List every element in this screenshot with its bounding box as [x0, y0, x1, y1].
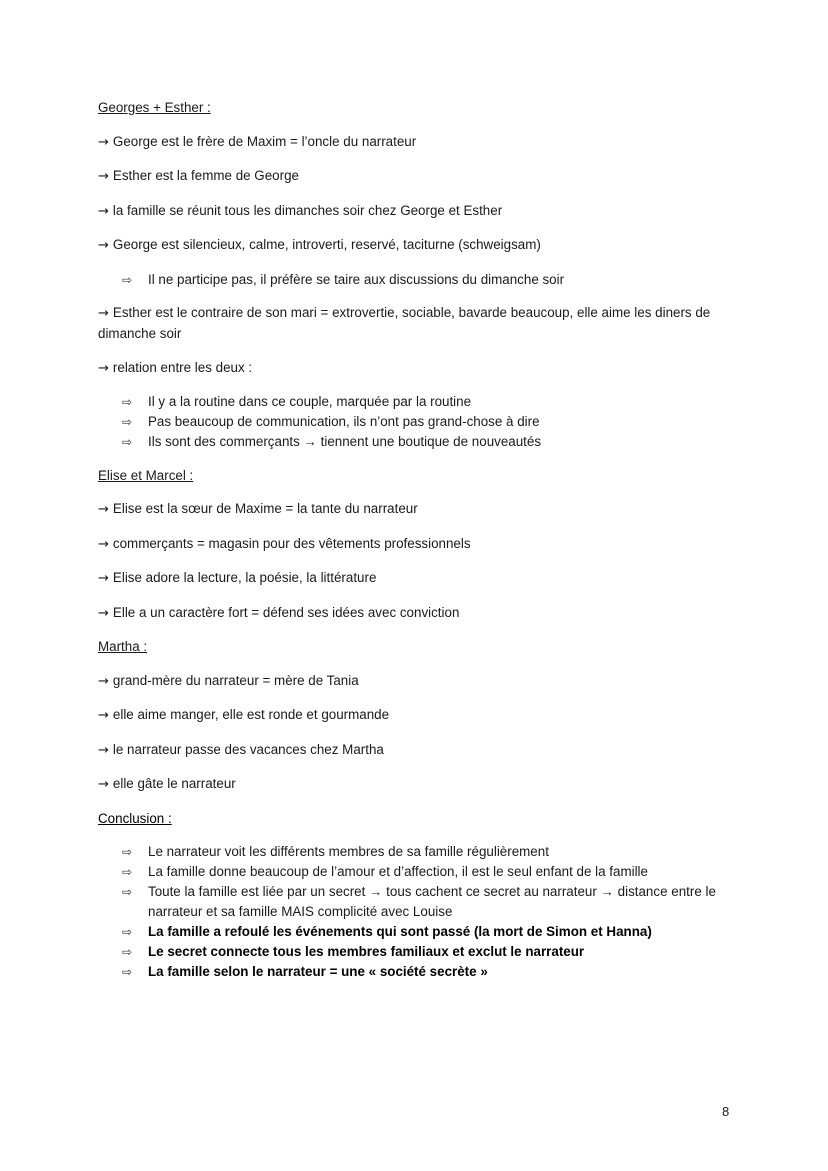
arrow-icon: →: [98, 203, 109, 219]
list-item: → Esther est le contraire de son mari = extrovertie, sociable, bavarde beaucoup, elle aime les diners de dimanche soir: [98, 305, 711, 341]
arrow-icon: →: [98, 306, 109, 321]
list-item: → Elise adore la lecture, la poésie, la littérature: [98, 570, 377, 586]
section-heading-martha: Martha :: [98, 639, 148, 654]
arrow-icon: →: [98, 605, 109, 621]
sub-list-item: ⇨ Toute la famille est liée par un secret → tous cachent ce secret au narrateur → distance entre le narrateur et sa famille MAIS complicité avec Louise: [122, 884, 716, 919]
list-item: → George est le frère de Maxim = l’oncle du narrateur: [98, 133, 417, 150]
list-item: → commerçants = magasin pour des vêtements professionnels: [98, 535, 471, 552]
sub-list-item: ⇨ Ils sont des commerçants → tiennent une boutique de nouveautés: [122, 432, 738, 452]
arrow-icon: →: [98, 238, 109, 253]
section-heading-elise-marcel: Elise et Marcel :: [98, 467, 194, 483]
list-item: → George est silencieux, calme, introverti, reservé, taciturne (schweigsam): [98, 237, 541, 253]
list-item: → Elise est la sœur de Maxime = la tante du narrateur: [98, 501, 418, 517]
arrow-icon: →: [98, 571, 109, 586]
hollow-arrow-bullet-icon: ⇨: [122, 415, 133, 429]
arrow-icon: →: [98, 742, 109, 758]
arrow-icon: →: [98, 169, 109, 184]
arrow-icon: →: [98, 777, 109, 792]
section-heading-georges-esther: Georges + Esther :: [98, 100, 211, 115]
document-body: [98, 98, 738, 996]
sub-list: [122, 270, 738, 290]
arrow-icon: →: [98, 536, 109, 552]
arrow-icon: →: [98, 708, 109, 723]
list-item: → la famille se réunit tous les dimanches soir chez George et Esther: [98, 202, 503, 219]
list-item: → grand-mère du narrateur = mère de Tania: [98, 672, 359, 689]
page-number: 8: [722, 1104, 730, 1119]
section-heading-conclusion: Conclusion :: [98, 810, 172, 826]
sub-list: [122, 392, 738, 452]
sub-list-item: ⇨ Le narrateur voit les différents membres de sa famille régulièrement: [122, 842, 738, 862]
list-item: → Elle a un caractère fort = défend ses idées avec conviction: [98, 604, 460, 621]
sub-list-item-emphasis: ⇨ La famille a refoulé les événements qui sont passé (la mort de Simon et Hanna): [122, 922, 738, 942]
list-item: → le narrateur passe des vacances chez Martha: [98, 741, 384, 758]
sub-list-item: ⇨ Pas beaucoup de communication, ils n’ont pas grand-chose à dire: [122, 412, 738, 432]
hollow-arrow-bullet-icon: ⇨: [122, 925, 133, 939]
conclusion-list: [122, 842, 738, 982]
arrow-icon: →: [98, 502, 109, 517]
hollow-arrow-bullet-icon: ⇨: [122, 865, 133, 879]
arrow-icon: →: [98, 134, 109, 150]
sub-list-item-emphasis: ⇨ Le secret connecte tous les membres familiaux et exclut le narrateur: [122, 942, 738, 962]
sub-list-item-emphasis: ⇨ La famille selon le narrateur = une « société secrète »: [122, 962, 738, 982]
arrow-icon: →: [98, 360, 109, 376]
hollow-arrow-bullet-icon: ⇨: [122, 945, 133, 959]
sub-list-item: ⇨ Il y a la routine dans ce couple, marquée par la routine: [122, 392, 738, 412]
hollow-arrow-bullet-icon: ⇨: [122, 885, 133, 899]
hollow-arrow-bullet-icon: ⇨: [122, 395, 133, 409]
list-item: → Esther est la femme de George: [98, 168, 299, 184]
arrow-icon: →: [98, 673, 109, 689]
hollow-arrow-bullet-icon: ⇨: [122, 965, 133, 979]
hollow-arrow-bullet-icon: ⇨: [122, 845, 133, 859]
sub-list-item: ⇨ La famille donne beaucoup de l’amour et d’affection, il est le seul enfant de la famille: [122, 862, 738, 882]
hollow-arrow-bullet-icon: ⇨: [122, 272, 133, 287]
hollow-arrow-bullet-icon: ⇨: [122, 435, 133, 449]
list-item: → relation entre les deux :: [98, 359, 253, 376]
list-item: → elle aime manger, elle est ronde et gourmande: [98, 707, 390, 723]
sub-list-item: ⇨ Il ne participe pas, il préfère se taire aux discussions du dimanche soir: [122, 270, 738, 290]
list-item: → elle gâte le narrateur: [98, 776, 236, 792]
